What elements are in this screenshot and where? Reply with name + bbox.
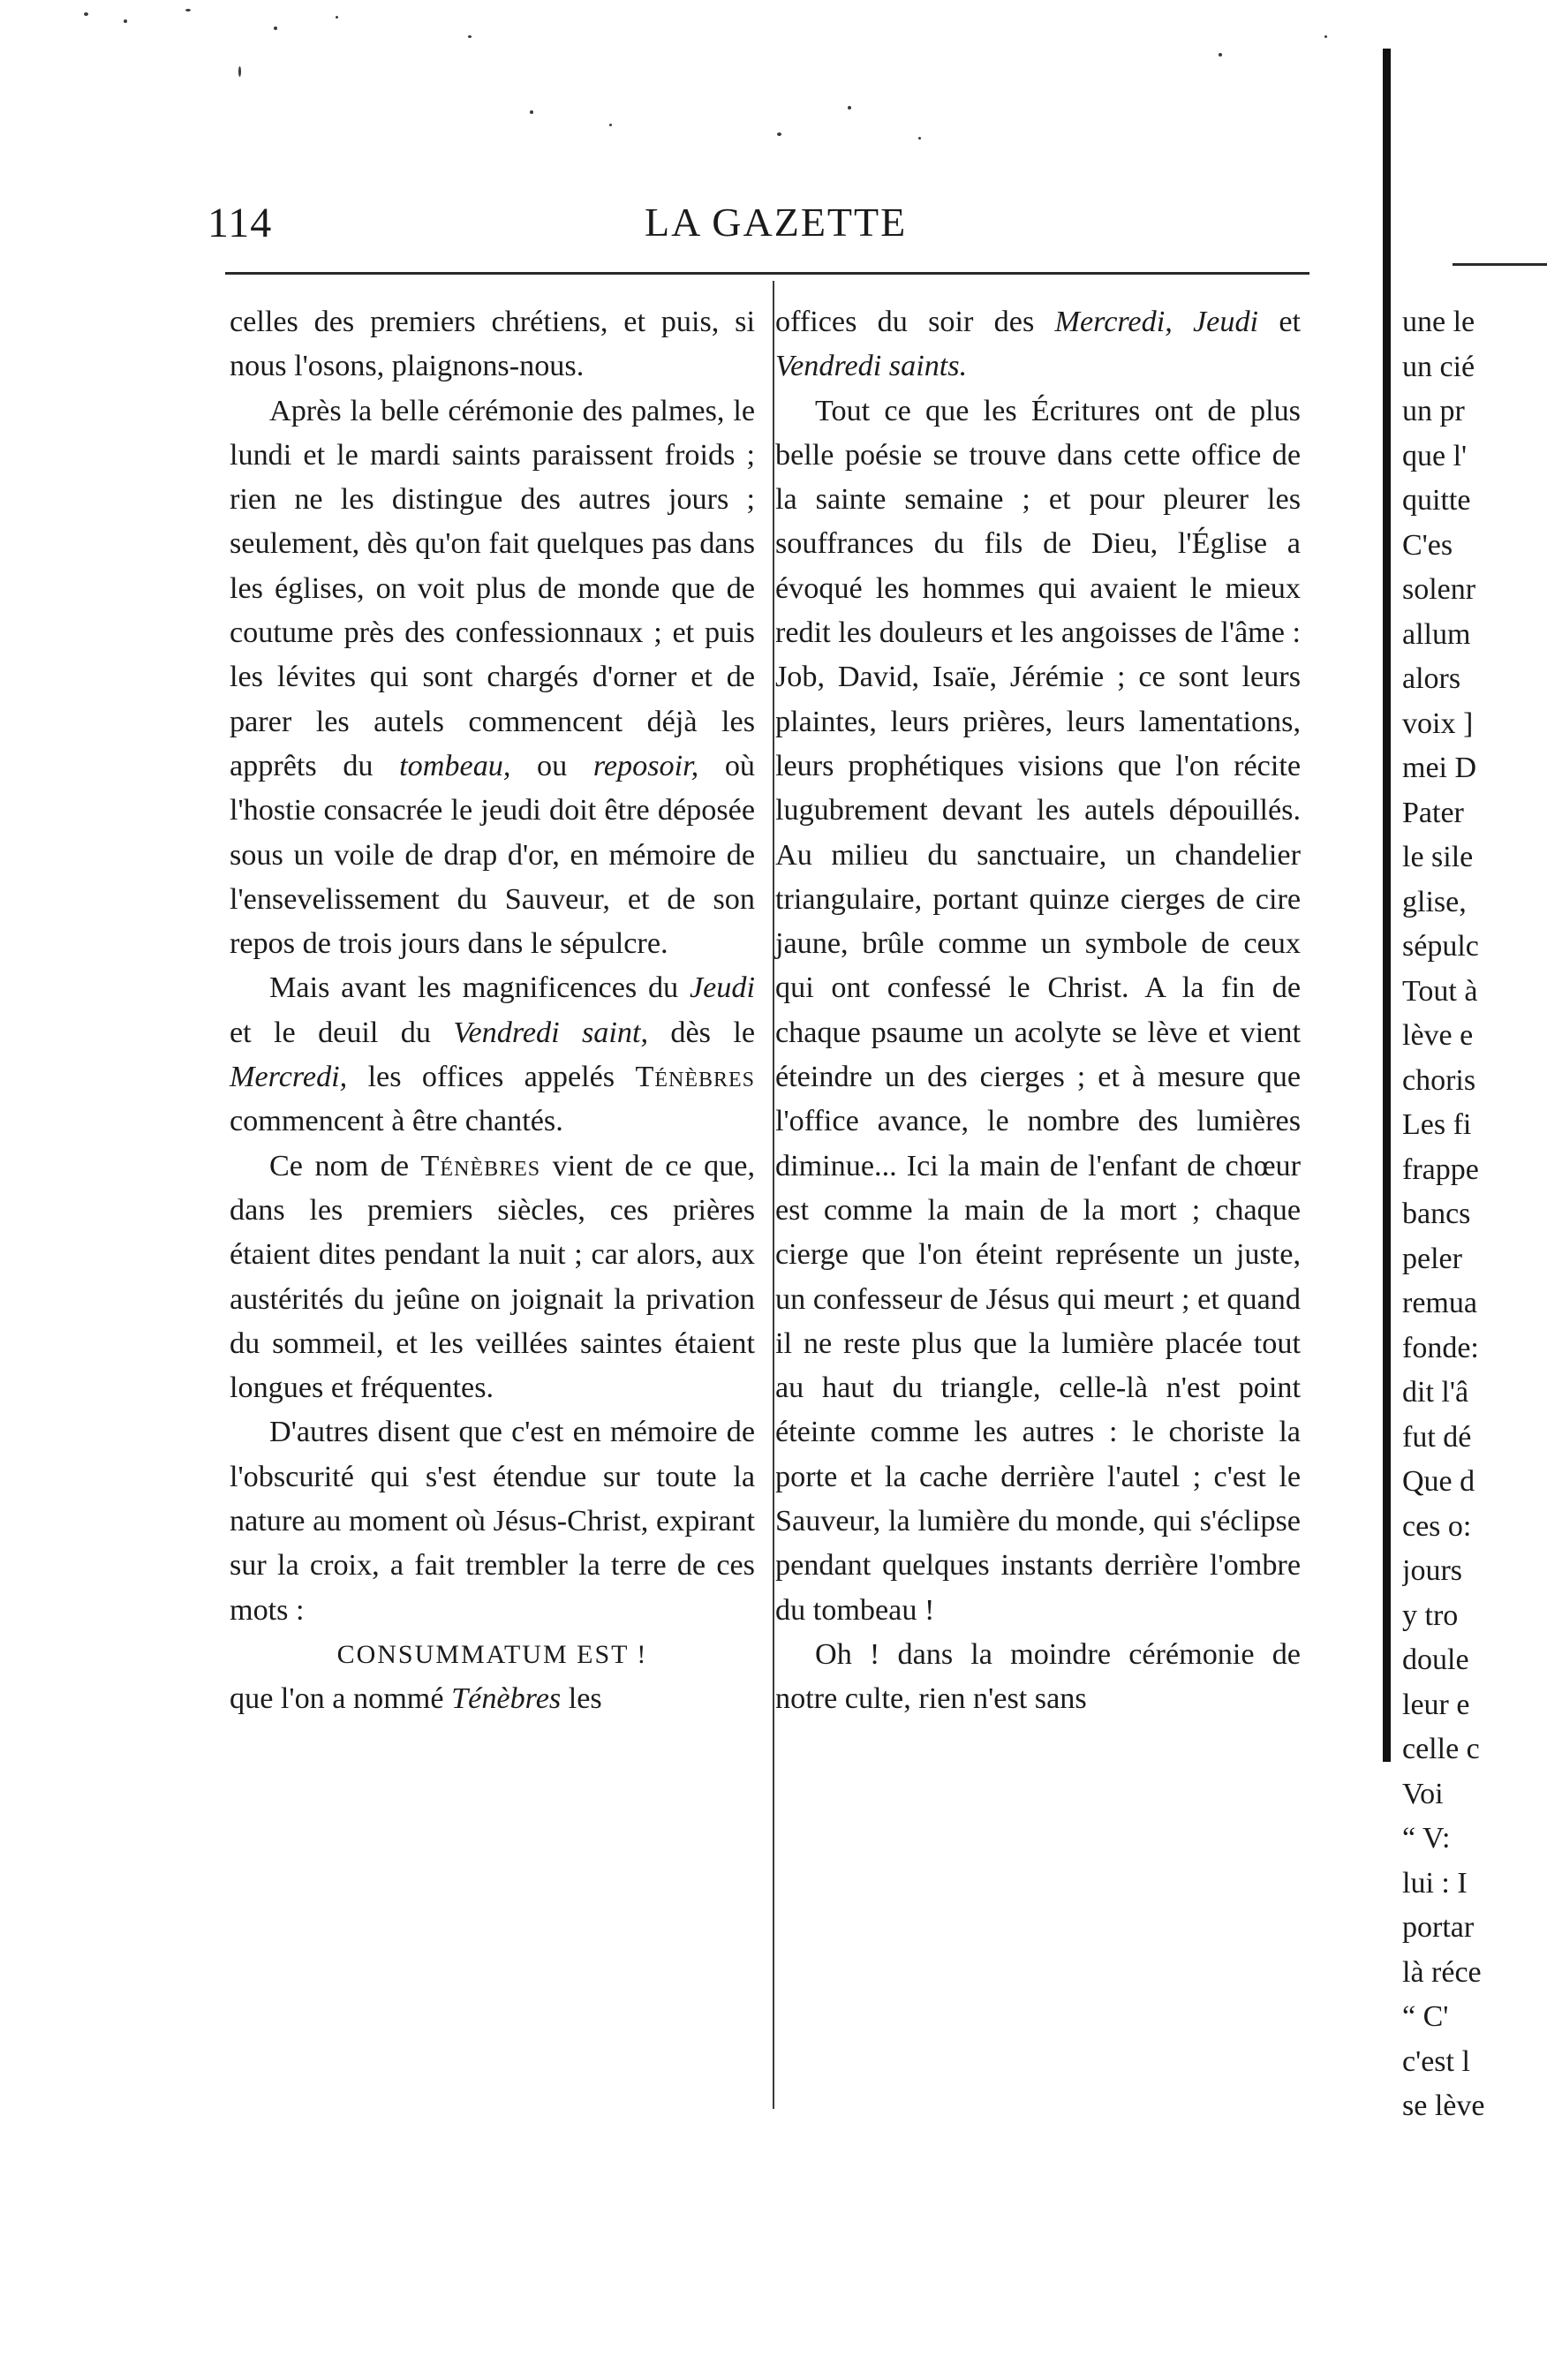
paragraph: Tout ce que les Écritures ont de plus belle poésie se trouve dans cette office de la sainte semaine ; et pour pleurer les souffrances du fils de Dieu, l'Église a évoqué les hommes qui avaient le mieux redit les douleurs et les angoisses de l'âme : Job, David, Isaïe, Jérémie ; ce sont leurs plaintes, leurs prières, leurs lamentations, leurs prophétiques visions que l'on récite lugubrement devant les autels dépouillés. Au milieu du sanctuaire, un chandelier triangulaire, portant quinze cierges de cire jaune, brûle comme un symbole de ceux qui ont confessé le Christ. A la fin de chaque psaume un acolyte se lève et vient éteindre un des cierges ; et à mesure que l'office avance, le nombre des lumières diminue... Ici la main de l'enfant de chœur est comme la main de la mort ; chaque cierge que l'on éteint représente un juste, un confesseur de Jésus qui meurt ; et quand il ne reste plus que la lumière placée tout au haut du triangle, celle-là n'est point éteinte comme les autres : le choriste la porte et la cache derrière l'autel ; c'est le Sauveur, la lumière du monde, qui s'éclipse pendant quelques instants derrière l'ombre du tombeau ! bbox=[775, 394, 1301, 1627]
paragraph: offices du soir des Mercredi, Jeudi et Vendredi saints. bbox=[775, 306, 1302, 383]
adjacent-page-line: jours bbox=[1402, 1554, 1462, 1587]
adjacent-page-line: quitte bbox=[1402, 484, 1471, 517]
paragraph: D'autres disent que c'est en mémoire de l'obscurité qui s'est étendue sur toute la nature au moment où Jésus-Christ, expirant sur la croix, a fait trembler la terre de ces mots : bbox=[230, 1416, 755, 1627]
adjacent-page-line: lui : I bbox=[1402, 1866, 1468, 1900]
adjacent-page-line: choris bbox=[1402, 1063, 1476, 1097]
left-column bbox=[230, 300, 755, 1722]
adjacent-page-line: dit l'â bbox=[1402, 1376, 1469, 1409]
adjacent-page-line: C'es bbox=[1402, 528, 1453, 562]
adjacent-page-rule bbox=[1453, 263, 1547, 266]
adjacent-page-line: une le bbox=[1402, 306, 1475, 338]
scan-speck bbox=[848, 106, 851, 110]
page-gutter-shadow bbox=[1383, 49, 1391, 1762]
adjacent-page-line: fonde: bbox=[1402, 1331, 1479, 1364]
adjacent-page-line: allum bbox=[1402, 617, 1471, 651]
scan-speck bbox=[124, 19, 127, 23]
scan-speck bbox=[468, 35, 472, 38]
scan-speck bbox=[84, 12, 88, 16]
paragraph: que l'on a nommé Ténèbres les bbox=[230, 1682, 602, 1716]
paragraph: Oh ! dans la moindre cérémonie de notre culte, rien n'est sans bbox=[775, 1637, 1301, 1716]
scan-speck bbox=[530, 110, 533, 114]
adjacent-page-line: Pater bbox=[1402, 796, 1464, 829]
adjacent-page-line: bancs bbox=[1402, 1198, 1471, 1230]
scan-speck bbox=[1219, 53, 1222, 57]
page-header bbox=[208, 199, 1311, 261]
scan-speck bbox=[777, 132, 781, 136]
right-column bbox=[775, 300, 1301, 1722]
paragraph: Après la belle cérémonie des palmes, le lundi et le mardi saints paraissent froids ; rien ne les distingue des autres jours ; seulement, dès qu'on fait quelques pas dans les églises, on voit plus de monde que de coutume près des confessionnaux ; et puis les lévites qui sont chargés d'orner et de parer les autels commencent déjà les apprêts du tombeau, ou reposoir, où l'hostie consacrée le jeudi doit être déposée sous un voile de drap d'or, en mémoire de l'ensevelissement du Sauveur, et de son repos de trois jours dans le sépulcre. bbox=[230, 394, 755, 961]
adjacent-page-line: lève e bbox=[1402, 1019, 1474, 1052]
running-title: LA GAZETTE bbox=[645, 200, 908, 245]
paragraph: Mais avant les magnificences du Jeudi et le deuil du Vendredi saint, dès le Mercredi, les offices appelés Ténèbres commencent à être chantés. bbox=[230, 971, 756, 1138]
scan-speck bbox=[274, 26, 277, 30]
adjacent-page-line: doule bbox=[1402, 1643, 1469, 1676]
adjacent-page-line: solenr bbox=[1402, 573, 1476, 606]
scan-speck bbox=[185, 9, 191, 11]
adjacent-page-line: celle c bbox=[1402, 1733, 1480, 1765]
quote-line: CONSUMMATUM EST ! bbox=[336, 1639, 648, 1669]
adjacent-page-line: “ V: bbox=[1402, 1822, 1451, 1855]
column-divider bbox=[773, 281, 774, 2109]
adjacent-page-line: se lève bbox=[1402, 2089, 1485, 2122]
adjacent-page-line: Que d bbox=[1402, 1465, 1475, 1498]
adjacent-page-line: là réce bbox=[1402, 1955, 1482, 1989]
adjacent-page-line: y tro bbox=[1402, 1598, 1459, 1632]
scan-speck bbox=[609, 124, 612, 126]
adjacent-page-line: glise, bbox=[1402, 885, 1467, 918]
adjacent-page-line: fut dé bbox=[1402, 1420, 1472, 1454]
paragraph: celles des premiers chrétiens, et puis, si nous l'osons, plaignons-nous. bbox=[230, 306, 755, 383]
adjacent-page-line: un pr bbox=[1402, 395, 1465, 427]
scan-speck bbox=[336, 16, 338, 19]
adjacent-page-line: Les fi bbox=[1402, 1108, 1472, 1141]
adjacent-page-line: leur e bbox=[1402, 1688, 1470, 1721]
adjacent-page-line: voix ] bbox=[1402, 706, 1474, 740]
adjacent-page-line: le sile bbox=[1402, 841, 1474, 873]
adjacent-page-line: sépulc bbox=[1402, 930, 1479, 963]
adjacent-page-text bbox=[1402, 300, 1547, 2129]
adjacent-page-line: un cié bbox=[1402, 350, 1475, 383]
scan-speck bbox=[918, 137, 921, 140]
adjacent-page-line: frappe bbox=[1402, 1152, 1479, 1186]
scan-speck bbox=[1324, 35, 1327, 38]
adjacent-page-line: portar bbox=[1402, 1911, 1475, 1944]
header-rule bbox=[225, 272, 1309, 275]
adjacent-page-line: mei D bbox=[1402, 752, 1477, 784]
adjacent-page-line: c'est l bbox=[1402, 2044, 1470, 2078]
adjacent-page-line: alors bbox=[1402, 662, 1461, 695]
page-number: 114 bbox=[208, 200, 273, 246]
paragraph: Ce nom de Ténèbres vient de ce que, dans les premiers siècles, ces prières étaient dites pendant la nuit ; car alors, aux austérités du jeûne on joignait la privation du sommeil, et les veillées saintes étaient longues et fréquentes. bbox=[230, 1149, 756, 1405]
adjacent-page-line: remua bbox=[1402, 1287, 1477, 1319]
scan-speck bbox=[238, 66, 241, 77]
scan-noise-top bbox=[0, 0, 1547, 177]
adjacent-page-line: “ C' bbox=[1402, 2000, 1449, 2033]
adjacent-page-line: Tout à bbox=[1402, 974, 1478, 1008]
adjacent-page-line: que l' bbox=[1402, 439, 1468, 472]
adjacent-page-line: Voi bbox=[1402, 1777, 1444, 1810]
adjacent-page-line: peler bbox=[1402, 1242, 1462, 1275]
adjacent-page-line: ces o: bbox=[1402, 1509, 1472, 1543]
